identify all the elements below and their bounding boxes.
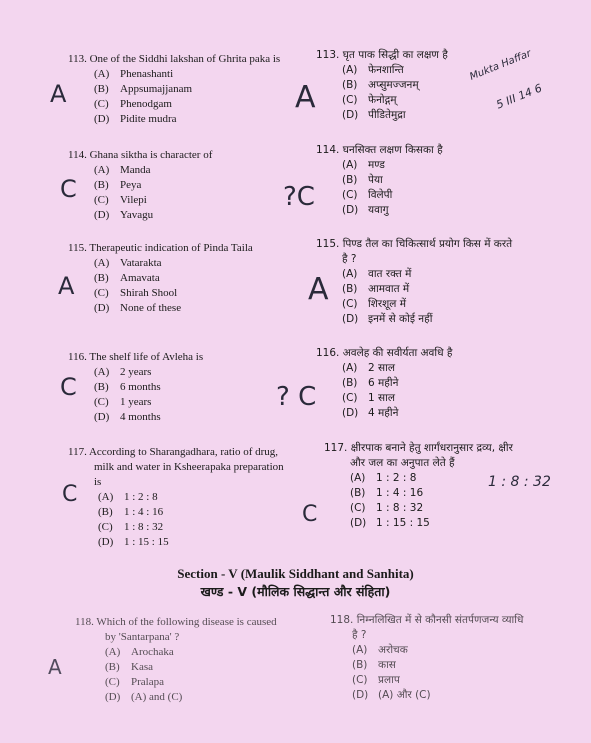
option-c: (C) Shirah Shool bbox=[94, 287, 178, 299]
question-117-hi bbox=[324, 441, 513, 531]
option-c: (C) 1 साल bbox=[342, 392, 395, 404]
question-116-hi bbox=[316, 346, 452, 421]
question-117-en bbox=[68, 445, 284, 550]
option-a: (A) 1 : 2 : 8 bbox=[350, 472, 417, 484]
handwritten-corner-date: 5 III 14 6 bbox=[494, 81, 544, 112]
option-b: (B) Kasa bbox=[105, 661, 153, 673]
handwritten-ratio-note: 1 : 8 : 32 bbox=[488, 474, 551, 490]
option-a: (A) वात रक्त में bbox=[342, 268, 412, 280]
option-d: (D) None of these bbox=[94, 302, 182, 314]
option-a: (A) 2 साल bbox=[342, 362, 395, 374]
question-stem-line: 118. निम्नलिखित में से कौनसी संतर्पणजन्य व्याधि bbox=[330, 614, 524, 626]
option-b: (B) Amavata bbox=[94, 272, 160, 284]
option-b: (B) Peya bbox=[94, 179, 142, 191]
handwritten-corner-note: Mukta Haffar bbox=[468, 48, 533, 83]
question-stem: 113. One of the Siddhi lakshan of Ghrita paka is bbox=[68, 53, 281, 65]
option-a: (A) Vatarakta bbox=[94, 257, 162, 269]
option-b: (B) 6 months bbox=[94, 381, 161, 393]
option-b: (B) Appsumajjanam bbox=[94, 83, 193, 95]
question-118-en bbox=[75, 615, 277, 705]
option-c: (C) Phenodgam bbox=[94, 98, 172, 110]
handwritten-answer-117: C bbox=[62, 482, 78, 507]
option-c: (C) Vilepi bbox=[94, 194, 147, 206]
option-c: (C) 1 years bbox=[94, 396, 152, 408]
question-stem-line: है ? bbox=[352, 629, 367, 641]
handwritten-answer-116: C bbox=[60, 373, 77, 401]
question-stem-line: और जल का अनुपात लेते हैं bbox=[350, 457, 455, 469]
option-d: (D) इनमें से कोई नहीं bbox=[342, 313, 433, 325]
question-113-en bbox=[68, 52, 280, 127]
option-d: (D) 4 महीने bbox=[342, 407, 399, 419]
question-stem: 116. अवलेह की सवीर्यता अवधि है bbox=[316, 347, 453, 359]
question-116-en bbox=[68, 350, 203, 425]
option-a: (A) फेनशान्ति bbox=[342, 64, 404, 76]
option-c: (C) विलेपी bbox=[342, 189, 393, 201]
option-d: (D) 4 months bbox=[94, 411, 161, 423]
question-stem-line: 118. Which of the following disease is caused bbox=[75, 616, 277, 628]
option-a: (A) अरोचक bbox=[352, 644, 408, 656]
handwritten-answer-117-hi: C bbox=[302, 502, 318, 527]
question-113-hi bbox=[316, 48, 448, 123]
question-stem-line: 115. पिण्ड तैल का चिकित्सार्थ प्रयोग किस में करते bbox=[316, 238, 513, 250]
option-b: (B) अप्सुमज्जनम् bbox=[342, 79, 419, 91]
question-stem: 113. घृत पाक सिद्धी का लक्षण है bbox=[316, 49, 448, 61]
section-title-hi: खण्ड - V (मौलिक सिद्धान्त और संहिता) bbox=[200, 584, 391, 599]
question-stem-line: milk and water in Ksheerapaka preparation bbox=[94, 461, 284, 473]
option-d: (D) (A) और (C) bbox=[352, 689, 431, 701]
option-b: (B) कास bbox=[352, 659, 396, 671]
question-stem: 114. Ghana sikthа is character of bbox=[68, 149, 213, 161]
handwritten-answer-116-hi: ? C bbox=[276, 382, 317, 412]
question-118-hi bbox=[330, 613, 523, 703]
option-d: (D) (A) and (C) bbox=[105, 691, 183, 703]
option-b: (B) 1 : 4 : 16 bbox=[350, 487, 424, 499]
option-d: (D) 1 : 15 : 15 bbox=[350, 517, 430, 529]
handwritten-answer-114-hi: ?C bbox=[283, 182, 315, 212]
question-stem-line: is bbox=[94, 476, 102, 488]
option-a: (A) Manda bbox=[94, 164, 151, 176]
option-c: (C) फेनोद्गम् bbox=[342, 94, 397, 106]
option-c: (C) 1 : 8 : 32 bbox=[98, 521, 164, 533]
question-114-hi bbox=[316, 143, 443, 218]
handwritten-answer-115: A bbox=[58, 272, 75, 300]
option-c: (C) शिरशूल में bbox=[342, 298, 407, 310]
option-d: (D) पीडितेमुद्रा bbox=[342, 109, 406, 121]
question-stem-line: है ? bbox=[342, 253, 357, 265]
option-b: (B) 6 महीने bbox=[342, 377, 399, 389]
question-115-hi bbox=[316, 237, 512, 327]
handwritten-answer-113: A bbox=[50, 80, 67, 108]
handwritten-answer-114: C bbox=[60, 175, 77, 203]
option-a: (A) 1 : 2 : 8 bbox=[98, 491, 158, 503]
option-b: (B) आमवात में bbox=[342, 283, 410, 295]
handwritten-answer-113-hi: A bbox=[295, 80, 316, 115]
option-b: (B) पेया bbox=[342, 174, 383, 186]
option-c: (C) प्रलाप bbox=[352, 674, 400, 686]
question-stem: 114. घनसिक्त लक्षण किसका है bbox=[316, 144, 443, 156]
question-stem: 115. Therapeutic indication of Pinda Taila bbox=[68, 242, 253, 254]
question-stem-line: by 'Santarpana' ? bbox=[105, 631, 180, 643]
option-a: (A) Phenashanti bbox=[94, 68, 174, 80]
question-115-en bbox=[68, 241, 253, 316]
option-d: (D) Yavagu bbox=[94, 209, 154, 221]
option-b: (B) 1 : 4 : 16 bbox=[98, 506, 164, 518]
option-c: (C) 1 : 8 : 32 bbox=[350, 502, 424, 514]
handwritten-answer-118: A bbox=[48, 655, 62, 679]
question-stem: 116. The shelf life of Avleha is bbox=[68, 351, 204, 363]
option-a: (A) Arochaka bbox=[105, 646, 174, 658]
option-d: (D) यवागु bbox=[342, 204, 389, 216]
option-d: (D) 1 : 15 : 15 bbox=[98, 536, 169, 548]
section-title-en: Section - V (Maulik Siddhant and Sanhita) bbox=[177, 566, 414, 581]
question-stem-line: 117. According to Sharangadhara, ratio of drug, bbox=[68, 446, 279, 458]
option-a: (A) मण्ड bbox=[342, 159, 385, 171]
option-c: (C) Pralapa bbox=[105, 676, 164, 688]
option-a: (A) 2 years bbox=[94, 366, 152, 378]
handwritten-answer-115-hi: A bbox=[308, 272, 329, 307]
question-114-en bbox=[68, 148, 212, 223]
question-stem-line: 117. क्षीरपाक बनाने हेतु शार्गंधरानुसार द्रव्य, क्षीर bbox=[324, 442, 513, 454]
option-d: (D) Pidite mudra bbox=[94, 113, 177, 125]
